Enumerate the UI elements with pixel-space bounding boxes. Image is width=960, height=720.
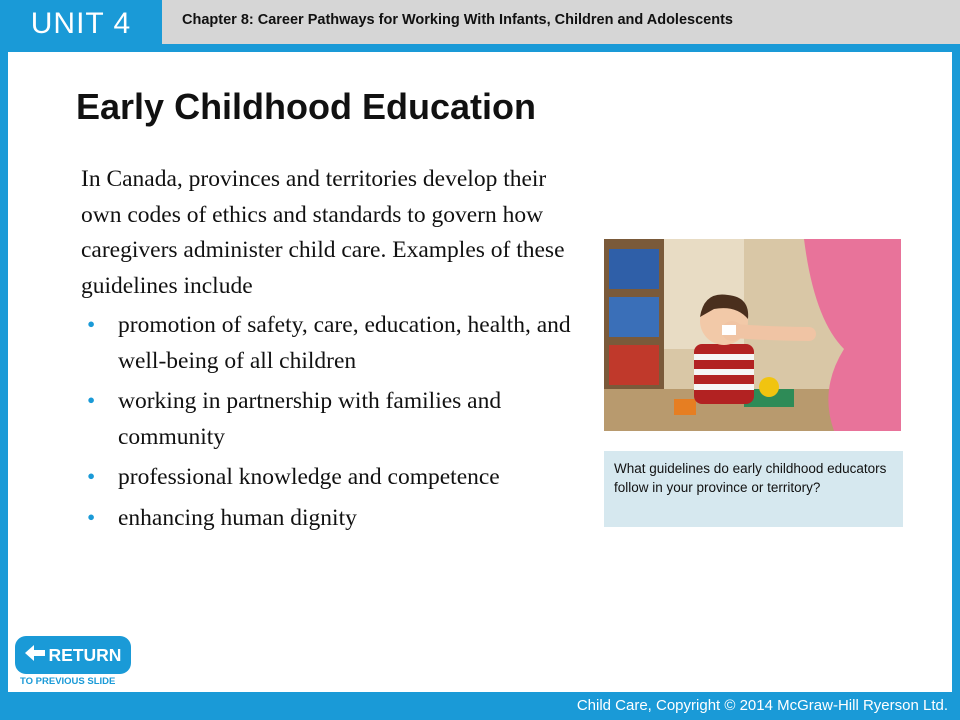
list-item: [81, 308, 571, 379]
slide-title: Early Childhood Education: [76, 86, 537, 127]
chapter-title: Chapter 8: Career Pathways for Working With Infants, Children and Adolescents: [182, 12, 733, 28]
photo-caption: What guidelines do early childhood educators follow in your province or territory?: [604, 451, 903, 527]
chapter-header-bar: [162, 0, 960, 44]
list-item: [81, 501, 571, 537]
slide-content: [8, 52, 952, 692]
bullet-icon: •: [87, 464, 96, 490]
list-item-text: working in partnership with families and community: [118, 388, 502, 450]
guidelines-list: [81, 308, 571, 536]
footer-copyright: Child Care, Copyright © 2014 McGraw-Hill Ryerson Ltd.: [576, 697, 948, 714]
slide-body: [81, 162, 571, 541]
caregiver-child-photo: [604, 239, 901, 431]
intro-paragraph: In Canada, provinces and territories develop their own codes of ethics and standards to govern how caregivers administer child care. Examples of these guidelines include: [81, 166, 565, 299]
list-item-text: enhancing human dignity: [118, 504, 357, 531]
unit-label: UNIT 4: [30, 6, 132, 40]
arrow-left-icon: [25, 645, 45, 666]
return-sublabel[interactable]: TO PREVIOUS SLIDE: [20, 676, 116, 687]
return-button-label: RETURN: [48, 644, 122, 665]
footer-bar: [0, 692, 960, 720]
list-item-text: promotion of safety, care, education, health, and well-being of all children: [118, 312, 571, 374]
list-item: [81, 384, 571, 455]
return-button[interactable]: [15, 636, 131, 674]
bullet-icon: •: [87, 504, 96, 531]
bullet-icon: •: [87, 388, 96, 414]
unit-tab: [0, 0, 162, 47]
bullet-icon: •: [87, 312, 96, 338]
list-item: [81, 460, 571, 496]
list-item-text: professional knowledge and competence: [118, 464, 500, 490]
